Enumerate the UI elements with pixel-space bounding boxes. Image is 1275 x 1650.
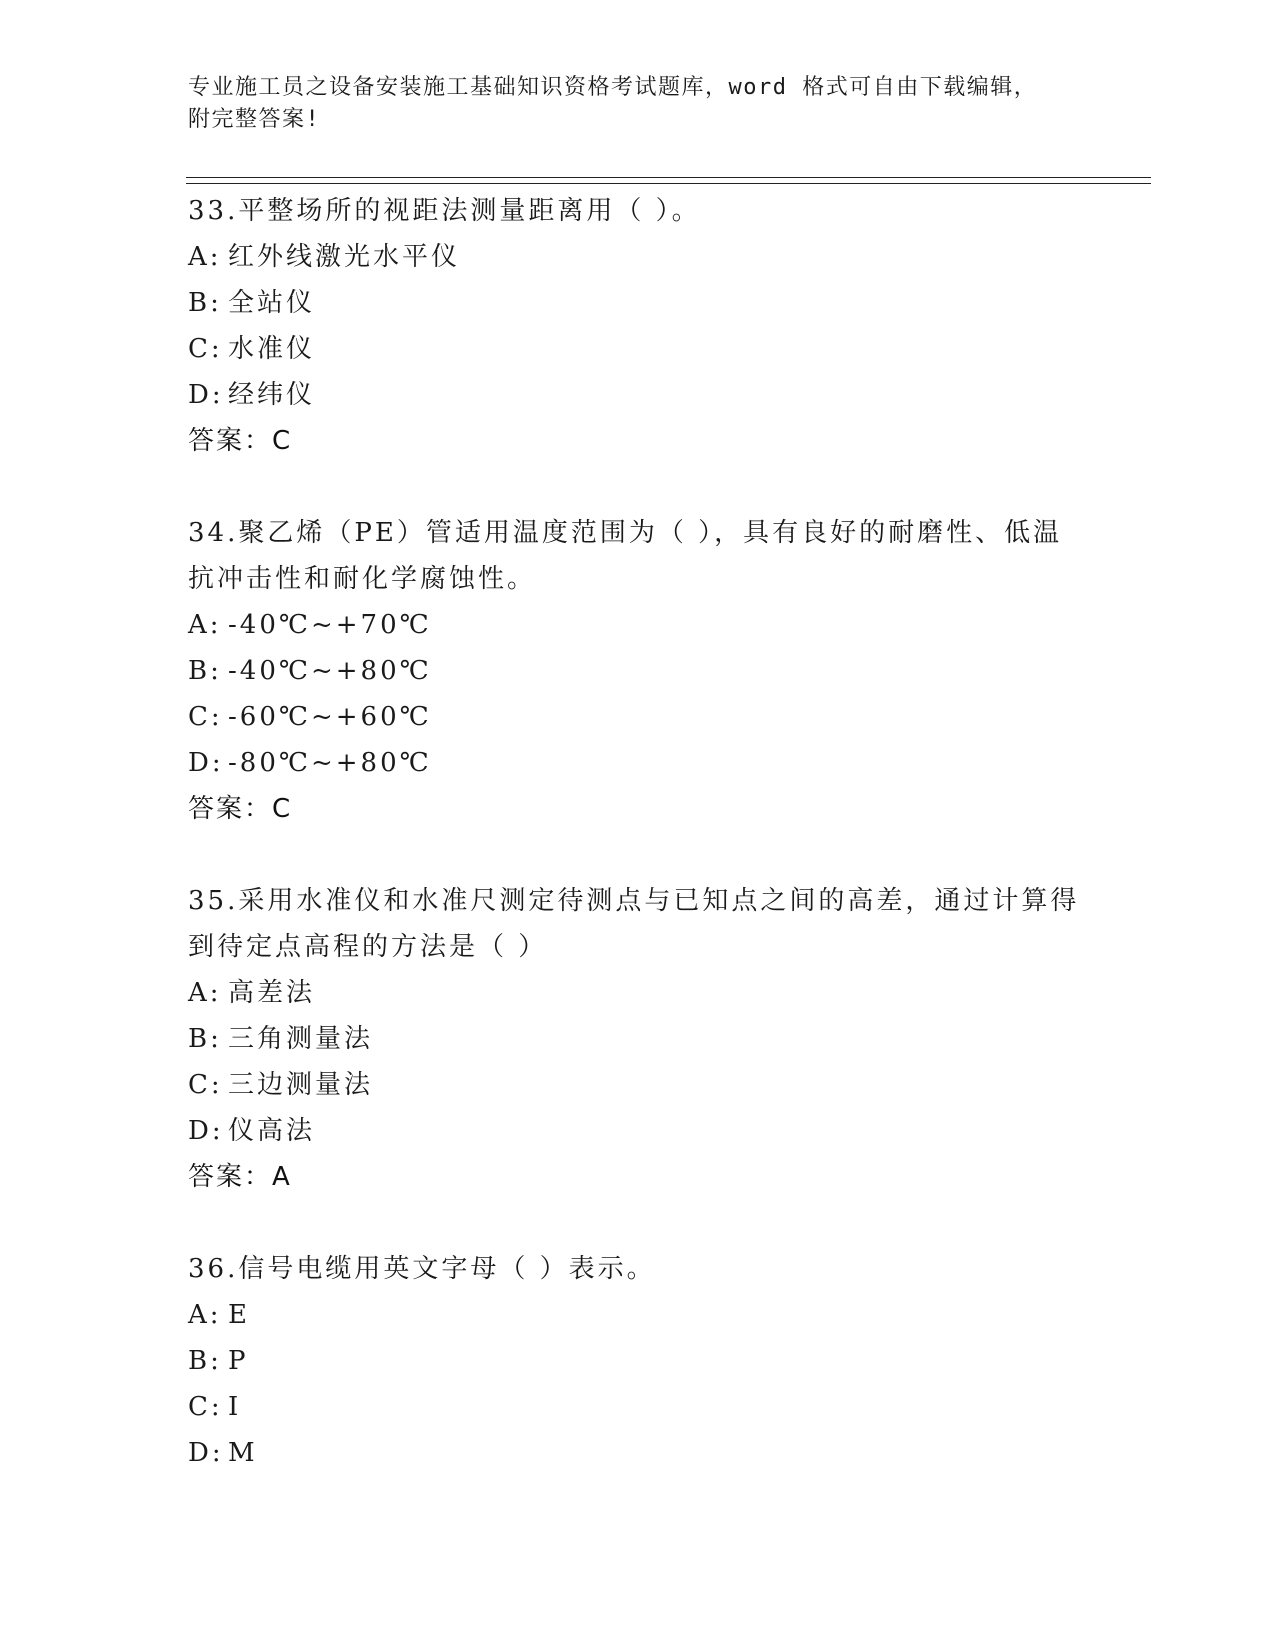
question-block: [188, 510, 1108, 832]
question-list: [188, 188, 1108, 1522]
option-text: 三角测量法: [228, 1024, 374, 1054]
document-header: [188, 72, 1088, 136]
answer-option: [188, 326, 1108, 372]
option-label: B:: [188, 1346, 222, 1376]
option-text: -60℃~+60℃: [228, 702, 432, 732]
header-line-2: 附完整答案!: [188, 107, 321, 132]
answer-key: 答案：A: [188, 1162, 292, 1192]
option-text: 红外线激光水平仪: [228, 242, 461, 272]
answer-option: [188, 1016, 1108, 1062]
option-text: M: [228, 1438, 258, 1468]
answer-option: [188, 234, 1108, 280]
option-label: B:: [188, 656, 222, 686]
answer-option: [188, 1062, 1108, 1108]
option-label: D:: [188, 748, 224, 778]
header-divider-top: [186, 177, 1151, 178]
answer-option: [188, 1430, 1108, 1476]
answer-option: [188, 648, 1108, 694]
question-block: [188, 878, 1108, 1200]
option-label: A:: [188, 1300, 222, 1330]
option-label: B:: [188, 1024, 222, 1054]
header-divider-bottom: [186, 183, 1151, 184]
question-stem: 33.平整场所的视距法测量距离用（ ）。: [188, 196, 701, 226]
answer-option: [188, 1384, 1108, 1430]
question-block: [188, 188, 1108, 464]
answer-option: [188, 372, 1108, 418]
option-label: D:: [188, 1438, 224, 1468]
answer-option: [188, 740, 1108, 786]
option-label: C:: [188, 1392, 223, 1422]
question-stem: 抗冲击性和耐化学腐蚀性。: [188, 564, 537, 594]
answer-key: 答案：C: [188, 794, 293, 824]
question-stem: 34.聚乙烯（PE）管适用温度范围为（ ），具有良好的耐磨性、低温: [188, 518, 1063, 548]
answer-option: [188, 1108, 1108, 1154]
option-label: A:: [188, 242, 222, 272]
answer-option: [188, 602, 1108, 648]
answer-option: [188, 1338, 1108, 1384]
option-label: C:: [188, 334, 223, 364]
question-block: [188, 1246, 1108, 1476]
option-label: C:: [188, 1070, 223, 1100]
option-text: 三边测量法: [228, 1070, 374, 1100]
option-text: 仪高法: [228, 1116, 316, 1146]
option-label: D:: [188, 380, 224, 410]
option-label: B:: [188, 288, 222, 318]
option-text: 全站仪: [228, 288, 316, 318]
option-text: 水准仪: [228, 334, 316, 364]
option-label: A:: [188, 978, 222, 1008]
option-text: -40℃~+70℃: [228, 610, 432, 640]
option-text: I: [228, 1392, 242, 1422]
option-text: -40℃~+80℃: [228, 656, 432, 686]
answer-key: 答案：C: [188, 426, 293, 456]
header-line-1: 专业施工员之设备安装施工基础知识资格考试题库，word 格式可自由下载编辑，: [188, 75, 1038, 100]
option-text: -80℃~+80℃: [228, 748, 432, 778]
option-label: A:: [188, 610, 222, 640]
option-label: C:: [188, 702, 223, 732]
option-text: 经纬仪: [228, 380, 316, 410]
option-text: E: [228, 1300, 250, 1330]
answer-option: [188, 280, 1108, 326]
answer-option: [188, 694, 1108, 740]
question-stem: 35.采用水准仪和水准尺测定待测点与已知点之间的高差，通过计算得: [188, 886, 1080, 916]
option-text: 高差法: [228, 978, 316, 1008]
question-stem: 到待定点高程的方法是（ ）: [188, 932, 548, 962]
question-stem: 36.信号电缆用英文字母（ ）表示。: [188, 1254, 656, 1284]
option-label: D:: [188, 1116, 224, 1146]
answer-option: [188, 970, 1108, 1016]
answer-option: [188, 1292, 1108, 1338]
option-text: P: [228, 1346, 249, 1376]
